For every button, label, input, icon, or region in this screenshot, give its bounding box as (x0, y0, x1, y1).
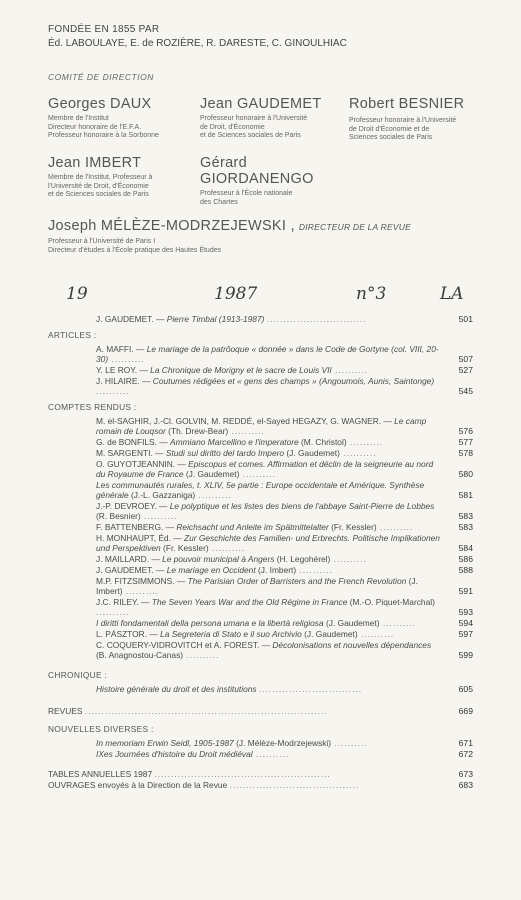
entry-page: 577 (458, 437, 473, 447)
entry-title: Les communautés rurales, t. XLIV, 5e partie : Europe occidentale et Amérique. Synthèse générale (96, 480, 425, 500)
entry-page: 583 (458, 511, 473, 521)
entry-author: G. de BONFILS. — (96, 437, 168, 447)
entry-page: 673 (458, 769, 473, 779)
entry-page: 527 (458, 365, 473, 375)
entry-reviewer: (J.-L. Gazzaniga) (130, 490, 196, 500)
member-giordanengo (200, 155, 360, 207)
member-name: Jean IMBERT (48, 155, 142, 171)
member-line: de Droit d'Économie et de (349, 125, 430, 133)
toc-entry: M. el-SAGHIR, J.-Cl. GOLVIN, M. REDDÉ, el-Sayed HEGAZY, G. WAGNER. — Le camp romain de Louqsor (Th. Drew-Bear) .......... 576 (96, 416, 473, 436)
entry-page: 672 (458, 749, 473, 759)
toc-entry: I diritti fondamentali della persona umana e la libertà religiosa (J. Gaudemet) .......... 594 (96, 618, 473, 628)
entry-page: 501 (458, 314, 473, 324)
toc-entry: Les communautés rurales, t. XLIV, 5e partie : Europe occidentale et Amérique. Synthèse générale (J.-L. Gazzaniga) .......... 581 (96, 480, 473, 500)
entry-page: 669 (458, 706, 473, 716)
entry-title: The Parisian Order of Barristers and the French Revolution (187, 576, 407, 586)
entry-author: O. GUYOTJEANNIN. — (96, 459, 186, 469)
comite-heading: COMITÉ DE DIRECTION (48, 72, 154, 82)
handwritten-volume: 19 (66, 284, 88, 304)
member-name: Georges DAUX (48, 96, 152, 112)
entry-title: Episcopus et comes. Affirmation et déclin de la seigneurie au nord du Royaume de France (96, 459, 434, 479)
member-line: l'Université de Droit, d'Économie (48, 182, 149, 190)
entry-page: 605 (458, 684, 473, 694)
entry-page: 580 (458, 469, 473, 479)
entry-page: 576 (458, 426, 473, 436)
entry-author: J. GAUDEMET. — (96, 314, 165, 324)
entry-title: OUVRAGES envoyés à la Direction de la Revue (48, 780, 228, 790)
entry-reviewer: (H. Legohérel) (276, 554, 331, 564)
entry-title: Le mariage de la patrôoque « donnée » dans le Code de Gortyne (col. VIII, 20-30) (96, 344, 439, 364)
member-line: Professeur à l'École nationale (200, 190, 293, 197)
director-line-1: Professeur à l'Université de Paris I (48, 238, 156, 245)
toc-entry: J.-P. DEVROEY. — Le polyptique et les listes des biens de l'abbaye Saint-Pierre de Lobbes (R. Besnier) .......... 583 (96, 501, 473, 521)
entry-page: 545 (458, 386, 473, 396)
entry-page: 581 (458, 490, 473, 500)
entry-reviewer: (B. Anagnostou-Canas) (96, 650, 184, 660)
entry-author: J. HILAIRE. — (96, 376, 151, 386)
entry-author: H. MONHAUPT, Éd. — (96, 533, 182, 543)
entry-title: In memoriam Erwin Seidl, 1905-1987 (96, 738, 234, 748)
handwritten-code: LA (440, 284, 464, 304)
toc-entry: J. HILAIRE. — Coutumes rédigées et « gens des champs » (Angoumois, Aunis, Saintonge) .......... 545 (96, 376, 473, 396)
member-besnier (349, 96, 509, 143)
entry-reviewer: (J. Gaudemet) (185, 469, 240, 479)
section-articles: ARTICLES : (48, 330, 97, 340)
director-affiliations (48, 238, 221, 255)
entry-reviewer: (R. Besnier) (96, 511, 141, 521)
entry-title: Pierre Timbal (1913-1987) (166, 314, 265, 324)
entry-title: Le camp romain de Louqsor (96, 416, 427, 436)
handwritten-number: n°3 (356, 284, 387, 304)
entry-reviewer: (J. Imbert) (96, 576, 418, 596)
entry-author: J. GAUDEMET. — (96, 565, 165, 575)
toc-entry: M. SARGENTI. — Studi sul diritto del tardo Impero (J. Gaudemet) .......... 578 (96, 448, 473, 458)
entry-author: M.P. FITZSIMMONS. — (96, 576, 186, 586)
entry-page: 578 (458, 448, 473, 458)
entry-page: 584 (458, 543, 473, 553)
director-line-2: Directeur d'études à l'École pratique des Hautes Études (48, 246, 222, 254)
member-line: et de Sciences sociales de Paris (200, 132, 301, 139)
entry-page: 671 (458, 738, 473, 748)
entry-title: Coutumes rédigées et « gens des champs » (Angoumois, Aunis, Saintonge) (152, 376, 435, 386)
entry-page: 591 (458, 586, 473, 596)
toc-entry: F. BATTENBERG. — Reichsacht und Anleite im Spätmittelalter (Fr. Kessler) .......... 583 (96, 522, 473, 532)
toc-entry: H. MONHAUPT, Éd. — Zur Geschichte des Familien- und Erbrechts. Politische Implikationen und Perspektiven (Fr. Kessler) .......... 584 (96, 533, 473, 553)
entry-title: The Seven Years War and the Old Régime in France (151, 597, 348, 607)
member-name: Robert BESNIER (349, 96, 465, 112)
member-line: Professeur honoraire à l'Université (200, 115, 308, 122)
director-line (48, 218, 411, 234)
entry-reviewer: (J. Gaudemet) (286, 448, 340, 458)
member-gaudemet (200, 96, 360, 141)
entry-page: 586 (458, 554, 473, 564)
entry-author: J.C. RILEY. — (96, 597, 150, 607)
entry-author: C. COQUERY-VIDROVITCH et A. FOREST. — (96, 640, 271, 650)
toc-entry: In memoriam Erwin Seidl, 1905-1987 (J. Mélèze-Modrzejewski) .......... 671 (96, 738, 473, 748)
entry-title: Le mariage en Occident (166, 565, 256, 575)
toc-entry-revues: REVUES ......................................................................... 669 (48, 706, 473, 716)
entry-author: F. BATTENBERG. — (96, 522, 175, 532)
entry-page: 588 (458, 565, 473, 575)
entry-reviewer: (J. Gaudemet) (325, 618, 380, 628)
section-chronique: CHRONIQUE : (48, 670, 108, 680)
toc-entry-chronique: Histoire générale du droit et des institutions ............................... 605 (96, 684, 473, 694)
founders-line: Éd. LABOULAYE, E. de ROZIÈRE, R. DARESTE, C. GINOULHIAC (48, 38, 347, 49)
entry-reviewer: (M.-O. Piquet-Marchal) (349, 597, 435, 607)
member-line: des Chartes (200, 198, 238, 206)
entry-reviewer: (J. Mélèze-Modrzejewski) (236, 738, 332, 748)
entry-title: Le polyptique et les listes des biens de l'abbaye Saint-Pierre de Lobbes (169, 501, 435, 511)
toc-entry: J. MAILLARD. — Le pouvoir municipal à Angers (H. Legohérel) .......... 586 (96, 554, 473, 564)
handwritten-year: 1987 (214, 284, 258, 304)
toc-entry: J.C. RILEY. — The Seven Years War and the Old Régime in France (M.-O. Piquet-Marchal) .......... 593 (96, 597, 473, 617)
entry-reviewer: (Th. Drew-Bear) (168, 426, 229, 436)
entry-page: 594 (458, 618, 473, 628)
entry-title: Reichsacht und Anleite im Spätmittelalter (176, 522, 329, 532)
member-daux (48, 96, 208, 141)
entry-title: Ammiano Marcellino e l'imperatore (170, 437, 299, 447)
entry-reviewer: (Fr. Kessler) (163, 543, 209, 553)
comptes-list (48, 416, 473, 660)
section-comptes: COMPTES RENDUS : (48, 402, 137, 412)
founded-line: FONDÉE EN 1855 PAR (48, 24, 160, 35)
toc-entry: L. PÁSZTOR. — La Segreteria di Stato e il suo Archivio (J. Gaudemet) .......... 597 (96, 629, 473, 639)
nouvelles-list (48, 738, 473, 759)
toc-entry-tables: TABLES ANNUELLES 1987 ..................................................... 673 (48, 769, 473, 779)
member-line: Membre de l'Institut (48, 115, 109, 122)
table-of-contents (48, 314, 473, 791)
entry-title: Zur Geschichte des Familien- und Erbrechts. Politische Implikationen und Perspektiven (96, 533, 440, 553)
entry-reviewer: (J. Imbert) (257, 565, 297, 575)
entry-title: REVUES (48, 706, 83, 716)
member-name: Gérard GIORDANENGO (200, 155, 314, 187)
entry-title: IXes Journées d'histoire du Droit médiéval (96, 749, 253, 759)
entry-page: 597 (458, 629, 473, 639)
section-nouvelles: NOUVELLES DIVERSES : (48, 724, 154, 734)
entry-title: Décolonisations et nouvelles dépendances (272, 640, 432, 650)
member-line: Professeur honoraire à l'Université (349, 117, 457, 124)
entry-reviewer: (J. Gaudemet) (304, 629, 358, 639)
entry-title: TABLES ANNUELLES 1987 (48, 769, 153, 779)
entry-page: 593 (458, 607, 473, 617)
entry-author: M. el-SAGHIR, J.-Cl. GOLVIN, M. REDDÉ, el-Sayed HEGAZY, G. WAGNER. — (96, 416, 392, 426)
member-line: Membre de l'Institut, Professeur à (48, 174, 153, 181)
entry-title: Le pouvoir municipal à Angers (162, 554, 275, 564)
member-line: de Droit, d'Économie (200, 123, 265, 131)
director-role: DIRECTEUR DE LA REVUE (298, 222, 411, 232)
entry-author: L. PÁSZTOR. — (96, 629, 158, 639)
entry-page: 683 (458, 780, 473, 790)
toc-entry: A. MAFFI. — Le mariage de la patrôoque « donnée » dans le Code de Gortyne (col. VIII, 20-30) .......... 507 (96, 344, 473, 364)
entry-page: 583 (458, 522, 473, 532)
member-line: Directeur honoraire de l'E.F.A. (48, 123, 142, 131)
entry-author: J.-P. DEVROEY. — (96, 501, 168, 511)
entry-author: Y. LE ROY. — (96, 365, 148, 375)
toc-entry: O. GUYOTJEANNIN. — Episcopus et comes. Affirmation et déclin de la seigneurie au nord du Royaume de France (J. Gaudemet) .......... 580 (96, 459, 473, 479)
toc-entry: J. GAUDEMET. — Le mariage en Occident (J. Imbert) .......... 588 (96, 565, 473, 575)
entry-title: La Segreteria di Stato e il suo Archivio (160, 629, 302, 639)
member-name: Jean GAUDEMET (200, 96, 322, 112)
entry-page: 599 (458, 650, 473, 660)
member-line: Professeur honoraire à la Sorbonne (48, 132, 159, 139)
toc-entry-opening: J. GAUDEMET. — Pierre Timbal (1913-1987) .............................. 501 (96, 314, 473, 324)
director-name: Joseph MÉLÈZE-MODRZEJEWSKI , (48, 218, 295, 234)
member-line: et de Sciences sociales de Paris (48, 191, 149, 198)
entry-title: Studi sul diritto del tardo Impero (165, 448, 285, 458)
toc-entry: Y. LE ROY. — La Chronique de Morigny et le sacre de Louis VII .......... 527 (96, 365, 473, 375)
member-line: Sciences sociales de Paris (349, 134, 433, 141)
toc-entry: G. de BONFILS. — Ammiano Marcellino e l'imperatore (M. Christol) .......... 577 (96, 437, 473, 447)
articles-list (48, 344, 473, 396)
entry-author: J. MAILLARD. — (96, 554, 160, 564)
toc-entry: C. COQUERY-VIDROVITCH et A. FOREST. — Décolonisations et nouvelles dépendances (B. Anagnostou-Canas) .......... 599 (96, 640, 473, 660)
toc-entry: IXes Journées d'histoire du Droit médiéval .......... 672 (96, 749, 473, 759)
member-imbert (48, 155, 208, 200)
entry-title: Histoire générale du droit et des institutions (96, 684, 257, 694)
entry-author: A. MAFFI. — (96, 344, 145, 354)
entry-reviewer: (Fr. Kessler) (331, 522, 377, 532)
entry-title: I diritti fondamentali della persona umana e la libertà religiosa (96, 618, 324, 628)
toc-entry: M.P. FITZSIMMONS. — The Parisian Order of Barristers and the French Revolution (J. Imbert) .......... 591 (96, 576, 473, 596)
entry-reviewer: (M. Christol) (301, 437, 347, 447)
entry-page: 507 (458, 354, 473, 364)
entry-title: La Chronique de Morigny et le sacre de Louis VII (150, 365, 332, 375)
entry-author: M. SARGENTI. — (96, 448, 164, 458)
toc-entry-ouvrages: OUVRAGES envoyés à la Direction de la Revue ....................................... 683 (48, 780, 473, 790)
